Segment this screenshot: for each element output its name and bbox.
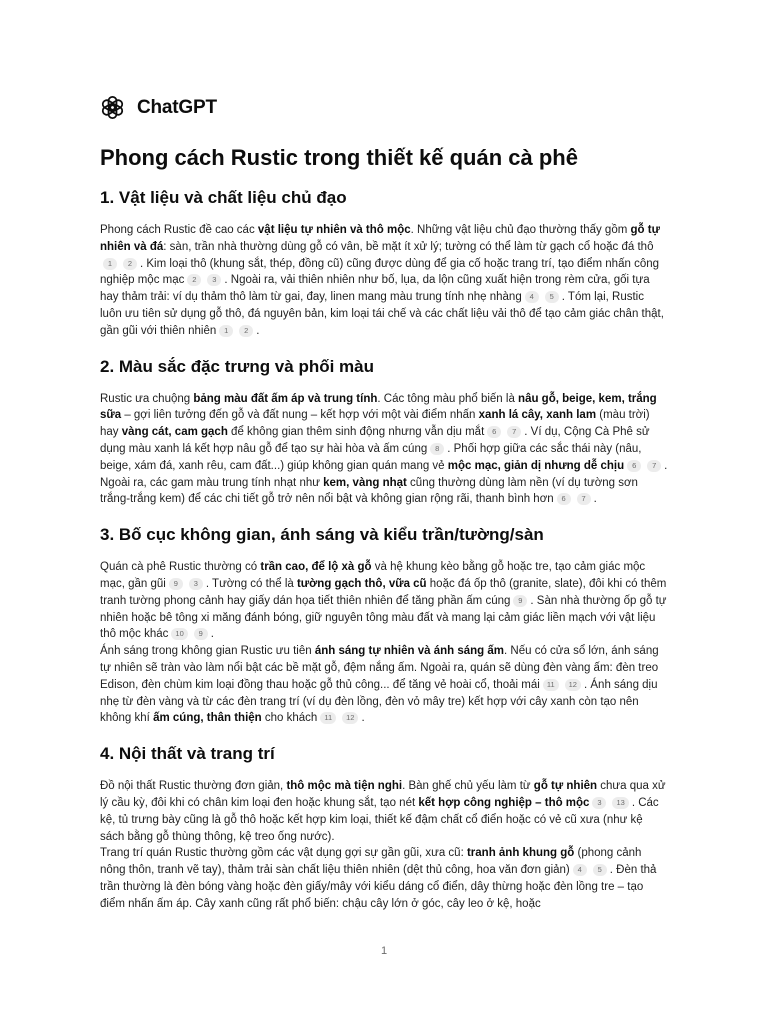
bold-text: xanh lá cây, xanh lam [478,409,597,422]
bold-text: kem, vàng nhạt [323,476,407,489]
text-run: để không gian thêm sinh động nhưng vẫn dịu mắt [227,426,485,439]
citation-badge[interactable]: 2 [123,258,137,270]
section-body [100,222,668,340]
bold-text: mộc mạc, giản dị nhưng dễ chịu [447,459,625,472]
text-run: hoặc đá ốp thô (granite, slate), đôi khi có thêm tranh tường phong cảnh hay giấy dán họa tiết thiên nhiên để tăng phần ấm cúng [100,577,667,607]
bold-text: gỗ tự nhiên [533,780,598,793]
citation-badge[interactable]: 4 [525,291,539,303]
bold-text: bảng màu đất ấm áp và trung tính [193,392,378,405]
citation-badge[interactable]: 9 [513,595,527,607]
citation-badge[interactable]: 6 [627,460,641,472]
document-page [100,95,668,913]
section-heading: 4. Nội thất và trang trí [100,744,275,764]
text-run: . Ánh sáng dịu nhẹ từ đèn vàng và từ các đèn trang trí (ví dụ đèn lồng, đèn vỏ mây tre) kết hợp với cây xanh còn tạo nên không khí [100,678,658,725]
citation-badge[interactable]: 7 [647,460,661,472]
bold-text: ấm cúng, thân thiện [153,712,262,725]
text-run: . Bàn ghế chủ yếu làm từ [402,780,534,793]
section-materials [100,186,668,340]
bold-text: thô mộc mà tiện nghi [286,780,403,793]
text-run: . [593,493,597,506]
chatgpt-logo-icon [100,95,125,120]
paragraph [100,845,668,912]
text-run: . Đèn thả trần thường là đèn bóng vàng hoặc đèn giấy/mây với kiểu dáng cổ điển, dây thừng hoặc đèn lồng tre – tạo điểm nhấn ấm áp. Cây xanh cũng rất phổ biến: chậu cây lớn ở góc, cây leo ở kệ, hoặc [100,864,657,910]
citation-badge[interactable]: 2 [239,325,253,337]
citation-badge[interactable]: 3 [592,797,606,809]
brand-header [100,95,668,120]
citation-badge[interactable]: 7 [507,426,521,438]
text-run: Đồ nội thất Rustic thường đơn giản, [100,780,287,793]
text-run: . Ngoài ra, các gam màu trung tính nhạt như [100,459,668,489]
text-run: cho khách [261,712,318,725]
section-heading: 2. Màu sắc đặc trưng và phối màu [100,356,374,376]
citation-badge[interactable]: 11 [543,679,559,691]
citation-badge[interactable]: 6 [487,426,501,438]
bold-text: kết hợp công nghiệp – thô mộc [418,796,590,809]
text-run: (phong cảnh nông thôn, tranh vẽ tay), thảm trải sàn chất liệu thiên nhiên (dệt thủ công, hoa văn đơn giản) [100,847,642,877]
text-run: chưa qua xử lý cầu kỳ, đôi khi có chân kim loại đen hoặc khung sắt, tạo nét [100,780,666,809]
text-run: . Phối hợp giữa các sắc thái này (nâu, beige, xám đá, xanh rêu, cam đất...) giúp không gian quán mang vẻ [100,442,642,472]
citation-badge[interactable]: 12 [342,712,358,724]
text-run: . Những vật liệu chủ đạo thường thấy gồm [410,224,631,236]
brand-name: ChatGPT [137,96,217,118]
text-run: . Ví dụ, Cộng Cà Phê sử dụng màu xanh lá kết hợp nâu gỗ để tạo sự hài hòa và ấm cúng [100,426,650,455]
bold-text: vàng cát, cam gạch [121,426,228,439]
bold-text: ánh sáng tự nhiên và ánh sáng ấm [314,645,505,658]
page-number: 1 [380,945,388,957]
text-run: . [361,712,365,725]
text-run: . [210,628,214,641]
text-run: . Tóm lại, Rustic luôn ưu tiên sử dụng gỗ thô, đá nguyên bản, kim loại tái chế và các chất liệu vải thô để tạo cảm giác chân thật, gần gũi với thiên nhiên [100,291,664,337]
citation-badge[interactable]: 1 [219,325,233,337]
bold-text: nâu gỗ, beige, kem, trắng sữa [100,392,657,422]
paragraph [100,778,668,845]
section-heading: 3. Bố cục không gian, ánh sáng và kiểu trần/tường/sàn [100,525,544,545]
section-layout-lighting [100,523,668,727]
document-title: Phong cách Rustic trong thiết kế quán cà phê [100,145,578,170]
text-run: . Tường có thể là [205,577,297,590]
text-run: và hệ khung kèo bằng gỗ hoặc tre, tạo cảm giác mộc mạc, gần gũi [100,561,646,590]
section-colors [100,355,668,509]
text-run: Trang trí quán Rustic thường gồm các vật dụng gợi sự gần gũi, xưa cũ: [100,847,467,860]
text-run: . Sàn nhà thường ốp gỗ tự nhiên hoặc bê tông xi măng đánh bóng, giữ nguyên tông màu đất và mang lại cảm giác liền mạch với vật liệu thô mộc khác [100,594,667,641]
text-run: . Ngoài ra, vải thiên nhiên như bố, lụa, da lộn cũng xuất hiện trong rèm cửa, gối tựa hay thảm trải: ví dụ thảm thô làm từ gai, đay, linen mang màu trung tính nhẹ nhàng [100,274,650,304]
citation-badge[interactable]: 8 [430,443,444,455]
text-run: : sàn, trần nhà thường dùng gỗ có vân, bề mặt ít xử lý; tường có thể làm từ gạch cổ hoặc đá thô [163,240,654,253]
section-body [100,559,668,727]
text-run: (màu trời) hay [100,409,650,439]
bold-text: gỗ tự nhiên và đá [100,224,660,253]
text-run: – gợi liên tưởng đến gỗ và đất nung – kết hợp với một vài điểm nhấn [121,409,479,422]
paragraph [100,559,668,643]
citation-badge[interactable]: 5 [593,864,607,876]
text-run: . Các kệ, tủ trưng bày cũng là gỗ thô hoặc kết hợp kim loại, thiết kế đậm chất cổ điển hoặc có vẻ cũ xưa (như kệ sách bằng gỗ thùng thông, kệ treo ống nước). [100,796,659,843]
section-body [100,778,668,912]
citation-badge[interactable]: 7 [577,493,591,505]
text-run: Rustic ưa chuộng [100,392,194,405]
text-run: . Các tông màu phổ biến là [377,392,519,405]
section-body [100,391,668,509]
text-run: . Kim loại thô (khung sắt, thép, đồng cũ) cũng được dùng để gia cố hoặc trang trí, tạo điểm nhấn công nghiệp mộc mạc [100,257,660,287]
citation-badge[interactable]: 10 [171,628,187,640]
text-run: Quán cà phê Rustic thường có [100,561,261,574]
bold-text: tranh ảnh khung gỗ [466,847,575,860]
citation-badge[interactable]: 6 [557,493,571,505]
section-furniture-decor [100,742,668,912]
bold-text: vật liệu tự nhiên và thô mộc [257,224,411,236]
text-run: Ánh sáng trong không gian Rustic ưu tiên [100,645,315,658]
citation-badge[interactable]: 4 [573,864,587,876]
text-run: Phong cách Rustic đề cao các [100,224,258,236]
bold-text: trần cao, để lộ xà gỗ [260,561,372,574]
text-run: . Nếu có cửa sổ lớn, ánh sáng tự nhiên sẽ tràn vào làm nổi bật các bề mặt gỗ, đệm nắng ấm. Ngoài ra, quán sẽ dùng đèn vàng ấm: đèn treo Edison, đèn chùm kim loại đồng thau hoặc gỗ thủ công... để tăng vẻ hoài cổ, thoải mái [100,645,659,691]
citation-badge[interactable]: 12 [565,679,581,691]
section-heading: 1. Vật liệu và chất liệu chủ đạo [100,188,347,207]
citation-badge[interactable]: 11 [320,712,336,724]
citation-badge[interactable]: 13 [612,797,628,809]
bold-text: tường gạch thô, vữa cũ [296,577,427,590]
text-run: . [256,324,260,337]
citation-badge[interactable]: 3 [189,578,203,590]
text-run: cũng thường dùng làm nền (ví dụ tường sơn trắng-trắng kem) để các chi tiết gỗ trở nên nổi bật và không gian rộng rãi, thanh bình hơn [100,476,638,506]
citation-badge[interactable]: 5 [545,291,559,303]
citation-badge[interactable]: 3 [207,274,221,286]
paragraph [100,391,668,509]
citation-badge[interactable]: 2 [187,274,201,286]
citation-badge[interactable]: 9 [194,628,208,640]
paragraph [100,222,668,340]
paragraph [100,643,668,727]
citation-badge[interactable]: 1 [103,258,117,270]
citation-badge[interactable]: 9 [169,578,183,590]
